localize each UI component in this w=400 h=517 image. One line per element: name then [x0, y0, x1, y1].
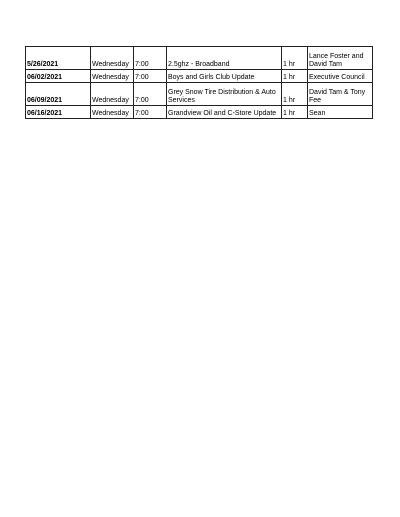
schedule-table: [25, 46, 373, 119]
duration-cell: 1 hr: [282, 83, 308, 106]
presenter-cell: David Tam & Tony Fee: [308, 83, 373, 106]
time-cell: 7:00: [134, 106, 167, 119]
time-cell: 7:00: [134, 83, 167, 106]
table-row: [26, 106, 373, 119]
time-cell: 7:00: [134, 70, 167, 83]
table-row: [26, 70, 373, 83]
day-cell: Wednesday: [91, 70, 134, 83]
day-cell: Wednesday: [91, 106, 134, 119]
time-cell: 7:00: [134, 47, 167, 70]
table-row: [26, 47, 373, 70]
topic-cell: Grey Snow Tire Distribution & Auto Services: [167, 83, 282, 106]
date-cell: 5/26/2021: [26, 47, 91, 70]
duration-cell: 1 hr: [282, 47, 308, 70]
day-cell: Wednesday: [91, 83, 134, 106]
presenter-cell: Sean: [308, 106, 373, 119]
topic-cell: Boys and Girls Club Update: [167, 70, 282, 83]
date-cell: 06/16/2021: [26, 106, 91, 119]
duration-cell: 1 hr: [282, 70, 308, 83]
date-cell: 06/02/2021: [26, 70, 91, 83]
day-cell: Wednesday: [91, 47, 134, 70]
topic-cell: Grandview Oil and C-Store Update: [167, 106, 282, 119]
topic-cell: 2.5ghz - Broadband: [167, 47, 282, 70]
presenter-cell: Lance Foster and David Tam: [308, 47, 373, 70]
date-cell: 06/09/2021: [26, 83, 91, 106]
duration-cell: 1 hr: [282, 106, 308, 119]
presenter-cell: Executive Council: [308, 70, 373, 83]
table-row: [26, 83, 373, 106]
